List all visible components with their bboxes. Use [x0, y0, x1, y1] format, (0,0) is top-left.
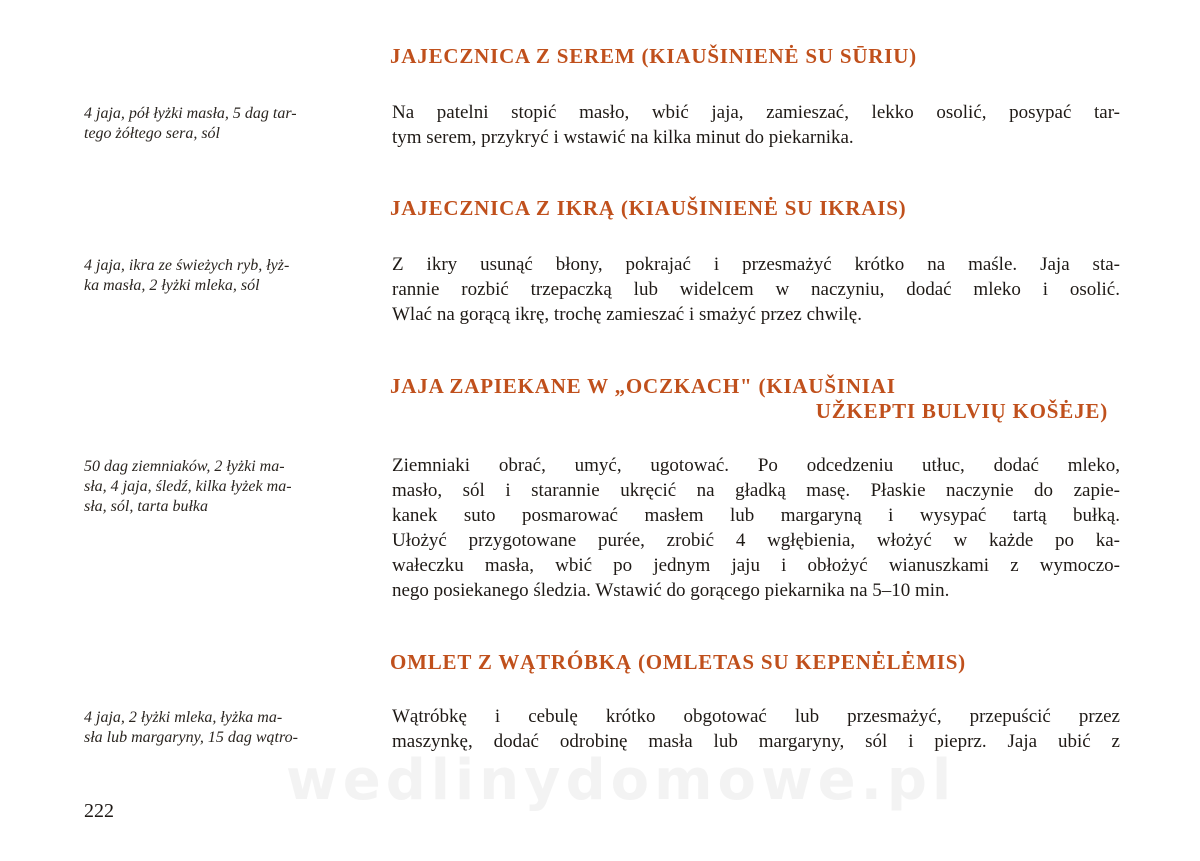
instructions-line: Ułożyć przygotowane purée, zrobić 4 wgłębienia, włożyć w każde po ka-: [392, 530, 1120, 551]
ingredients-line: 4 jaja, pół łyżki masła, 5 dag tar-: [84, 105, 297, 122]
instructions-line: Na patelni stopić masło, wbić jaja, zamieszać, lekko osolić, posypać tar-: [392, 102, 1120, 123]
instructions-line: nego posiekanego śledzia. Wstawić do gorącego piekarnika na 5–10 min.: [392, 580, 950, 601]
recipe-instructions: [392, 453, 1120, 603]
recipe-title-line: JAJA ZAPIEKANE W „OCZKACH" (KIAUŠINIAI: [390, 374, 896, 398]
recipe-title-line: UŽKEPTI BULVIŲ KOŠĖJE): [815, 399, 1108, 423]
recipe-title: [390, 650, 1120, 675]
instructions-line: rannie rozbić trzepaczką lub widelcem w naczyniu, dodać mleko i osolić.: [392, 279, 1120, 300]
page-number: 222: [84, 800, 114, 822]
instructions-line: Z ikry usunąć błony, pokrajać i przesmażyć krótko na maśle. Jaja sta-: [392, 254, 1120, 275]
recipe-instructions: [392, 252, 1120, 327]
recipe-title-line: JAJECZNICA Z SEREM (KIAUŠINIENĖ SU SŪRIU): [390, 44, 917, 68]
recipe-ingredients: [84, 256, 369, 296]
ingredients-line: 50 dag ziemniaków, 2 łyżki ma-: [84, 458, 285, 475]
recipe-instructions: [392, 100, 1120, 150]
ingredients-line: tego żółtego sera, sól: [84, 125, 220, 142]
instructions-line: Wątróbkę i cebulę krótko obgotować lub przesmażyć, przepuścić przez: [392, 706, 1120, 727]
recipe-title-line: OMLET Z WĄTRÓBKĄ (OMLETAS SU KEPENĖLĖMIS): [390, 650, 966, 674]
recipe-title: [390, 374, 1120, 424]
recipe-title: [390, 44, 1120, 69]
recipe-ingredients: [84, 457, 369, 517]
recipe-instructions: [392, 704, 1120, 754]
instructions-line: masło, sól i starannie ukręcić na gładką masę. Płaskie naczynie do zapie-: [392, 480, 1120, 501]
instructions-line: tym serem, przykryć i wstawić na kilka minut do piekarnika.: [392, 127, 854, 148]
ingredients-line: 4 jaja, ikra ze świeżych ryb, łyż-: [84, 257, 290, 274]
recipe-title: [390, 196, 1120, 221]
recipe-title-line: JAJECZNICA Z IKRĄ (KIAUŠINIENĖ SU IKRAIS): [390, 196, 907, 220]
instructions-line: maszynkę, dodać odrobinę masła lub margaryny, sól i pieprz. Jaja ubić z: [392, 731, 1120, 752]
recipe-ingredients: [84, 104, 369, 144]
watermark: wedlinydomowe.pl: [286, 748, 957, 813]
instructions-line: Wlać na gorącą ikrę, trochę zamieszać i smażyć przez chwilę.: [392, 304, 862, 325]
ingredients-line: 4 jaja, 2 łyżki mleka, łyżka ma-: [84, 709, 283, 726]
ingredients-line: sła lub margaryny, 15 dag wątro-: [84, 729, 298, 746]
ingredients-line: ka masła, 2 łyżki mleka, sól: [84, 277, 260, 294]
ingredients-line: sła, 4 jaja, śledź, kilka łyżek ma-: [84, 478, 292, 495]
ingredients-line: sła, sól, tarta bułka: [84, 498, 209, 515]
recipe-ingredients: [84, 708, 369, 748]
instructions-line: kanek suto posmarować masłem lub margaryną i wysypać tartą bułką.: [392, 505, 1120, 526]
instructions-line: wałeczku masła, wbić po jednym jaju i obłożyć wianuszkami z wymoczo-: [392, 555, 1120, 576]
instructions-line: Ziemniaki obrać, umyć, ugotować. Po odcedzeniu utłuc, dodać mleko,: [392, 455, 1120, 476]
